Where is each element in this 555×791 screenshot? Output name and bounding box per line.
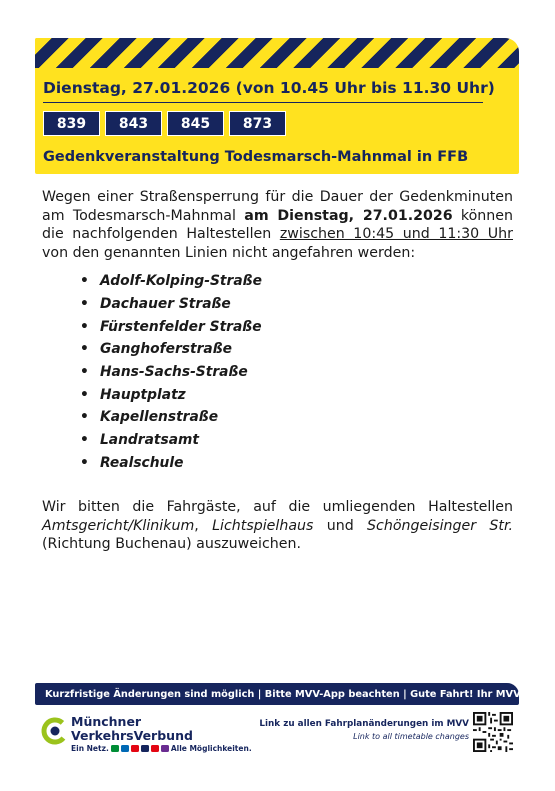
logo-text: Münchner [71,714,142,729]
tram-icon [131,745,139,752]
s-bahn-icon [111,745,119,752]
bullet: • [80,296,89,313]
bullet: • [80,273,89,290]
route-badge: 845 [167,111,224,136]
route-badges [43,111,286,136]
bullet: • [80,318,89,335]
stop-name: Landratsamt [100,432,200,449]
stop-name: Hans-Sachs-Straße [100,364,248,381]
list-item [80,361,262,384]
mvv-logo-icon [40,716,70,746]
closing-text: und [313,517,368,534]
stop-name: Adolf-Kolping-Straße [100,273,262,290]
route-badge: 843 [105,111,162,136]
affected-stops-list [80,270,262,474]
closing-paragraph [42,498,513,554]
notice-paragraph [42,188,513,262]
alt-stop: Amtsgericht/Klinikum [42,517,195,534]
notice-time: zwischen 10:45 und 11:30 Uhr [279,226,513,242]
tagline-text: Alle Möglichkeiten. [170,744,252,753]
event-title: Gedenkveranstaltung Todesmarsch-Mahnmal in FFB [43,149,469,165]
footer-bar: Kurzfristige Änderungen sind möglich | Bitte MVV-App beachten | Gute Fahrt! Ihr MVV. [35,683,519,705]
hazard-stripes [35,38,519,68]
notice-date: am Dienstag, 27.01.2026 [244,207,453,224]
u-bahn-icon [121,745,129,752]
logo-tagline [71,744,252,753]
list-item [80,315,262,338]
notice-text: können die nachfolgenden Haltestellen [42,207,513,242]
regional-train-icon [151,745,159,752]
notice-text: von den genannten Linien nicht angefahren werden: [42,244,416,261]
link-text-de: Link zu allen Fahrplanänderungen im MVV [259,719,469,729]
route-badge: 839 [43,111,100,136]
on-demand-icon [161,745,169,752]
closing-text: , [194,517,213,534]
stop-name: Fürstenfelder Straße [100,318,262,335]
notice-text: Wegen einer Straßensperrung für die Dauer der Gedenkminuten am Todesmarsch-Mahnmal [42,189,513,224]
alt-stop: Lichtspielhaus [212,517,314,534]
bullet: • [80,386,89,403]
logo-text: VerkehrsVerbund [71,728,193,743]
list-item [80,429,262,452]
list-item [80,452,262,475]
bullet: • [80,454,89,471]
qr-code-icon[interactable] [473,712,513,752]
date-line: Dienstag, 27.01.2026 (von 10.45 Uhr bis 11.30 Uhr) [43,79,483,103]
closing-text: (Richtung Buchenau) auszuweichen. [42,536,301,552]
list-item [80,338,262,361]
closing-text: Wir bitten die Fahrgäste, auf die umliegenden Haltestellen [42,499,513,515]
stop-name: Realschule [100,454,184,471]
list-item [80,293,262,316]
link-text-en: Link to all timetable changes [353,732,469,741]
bullet: • [80,432,89,449]
bullet: • [80,341,89,358]
timetable-link[interactable] [259,719,469,741]
list-item [80,383,262,406]
list-item [80,270,262,293]
list-item [80,406,262,429]
stop-name: Kapellenstraße [100,409,219,426]
bullet: • [80,364,89,381]
bus-icon [141,745,149,752]
tagline-text: Ein Netz. [71,744,109,753]
stop-name: Dachauer Straße [100,296,231,313]
bullet: • [80,409,89,426]
route-badge: 873 [229,111,286,136]
alt-stop: Schöngeisinger Str. [367,517,514,534]
stop-name: Hauptplatz [100,386,186,403]
mvv-logo [40,714,270,754]
alert-header [35,38,519,174]
stop-name: Ganghoferstraße [100,341,233,358]
